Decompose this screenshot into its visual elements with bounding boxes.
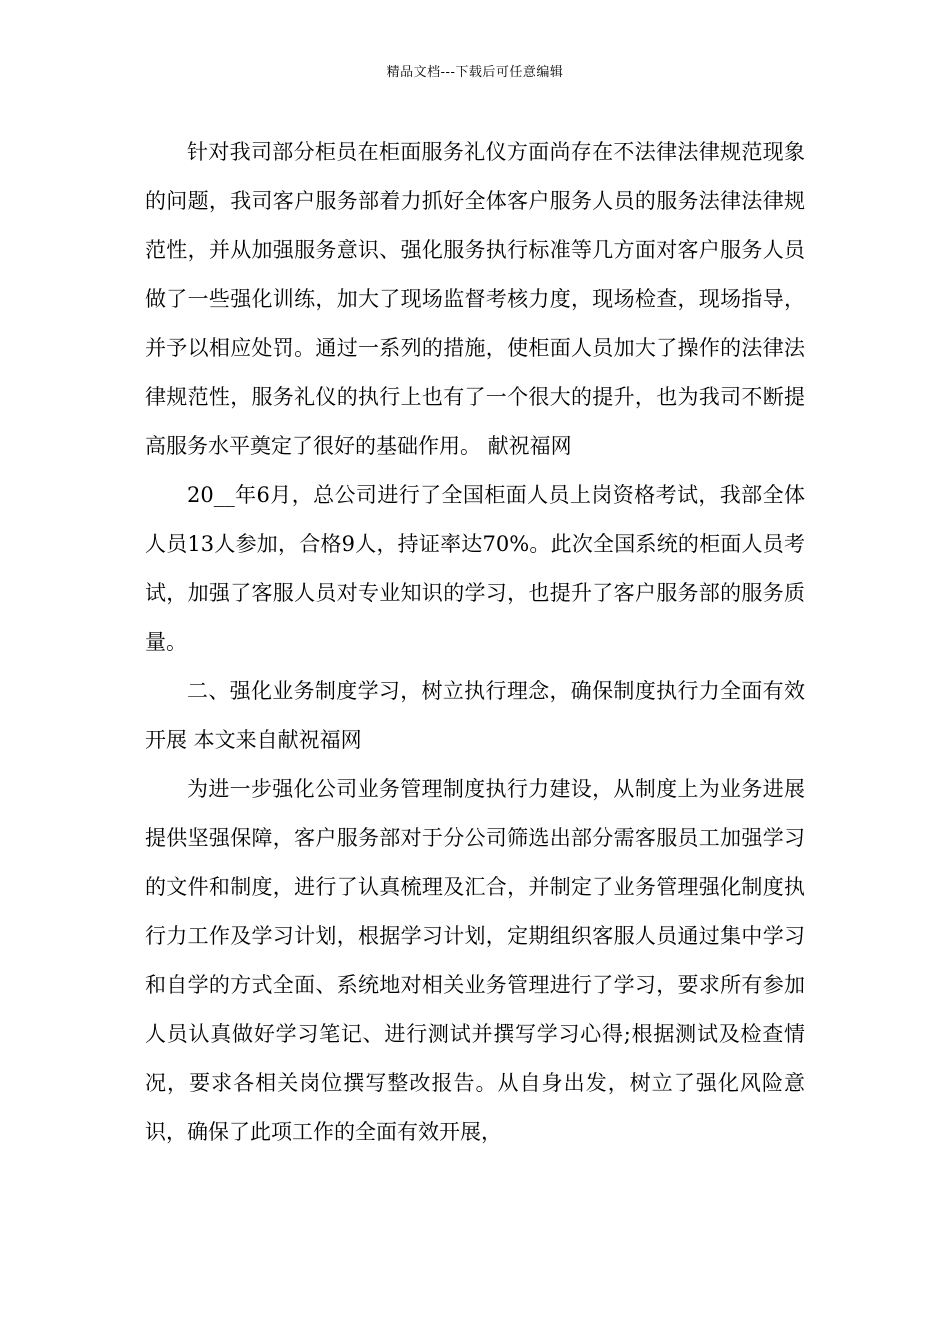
paragraph-qualification-exam: 20__年6月，总公司进行了全国柜面人员上岗资格考试，我部全体人员13人参加，合格9人，持证率达70%。此次全国系统的柜面人员考试，加强了客服人员对专业知识的学习，也提升了客户服务部的服务质量。 xyxy=(145,483,805,654)
document-body xyxy=(145,128,805,1157)
paragraph-service-etiquette: 针对我司部分柜员在柜面服务礼仪方面尚存在不法律法律规范现象的问题，我司客户服务部着力抓好全体客户服务人员的服务法律法律规范性，并从加强服务意识、强化服务执行标准等几方面对客户服务人员做了一些强化训练，加大了现场监督考核力度，现场检查，现场指导，并予以相应处罚。通过一系列的措施，使柜面人员加大了操作的法律法律规范性，服务礼仪的执行上也有了一个很大的提升，也为我司不断提高服务水平奠定了很好的基础作用。 献祝福网 xyxy=(145,140,805,458)
section-heading-two: 二、强化业务制度学习，树立执行理念，确保制度执行力全面有效开展 本文来自献祝福网 xyxy=(145,679,805,752)
page-header: 精品文档---下载后可任意编辑 xyxy=(386,65,564,80)
paragraph-system-study: 为进一步强化公司业务管理制度执行力建设，从制度上为业务进展提供坚强保障，客户服务部对于分公司筛选出部分需客服员工加强学习的文件和制度，进行了认真梳理及汇合，并制定了业务管理强化制度执行力工作及学习计划，根据学习计划，定期组织客服人员通过集中学习和自学的方式全面、系统地对相关业务管理进行了学习，要求所有参加人员认真做好学习笔记、进行测试并撰写学习心得;根据测试及检查情况，要求各相关岗位撰写整改报告。从自身出发，树立了强化风险意识，确保了此项工作的全面有效开展， xyxy=(145,777,805,1144)
